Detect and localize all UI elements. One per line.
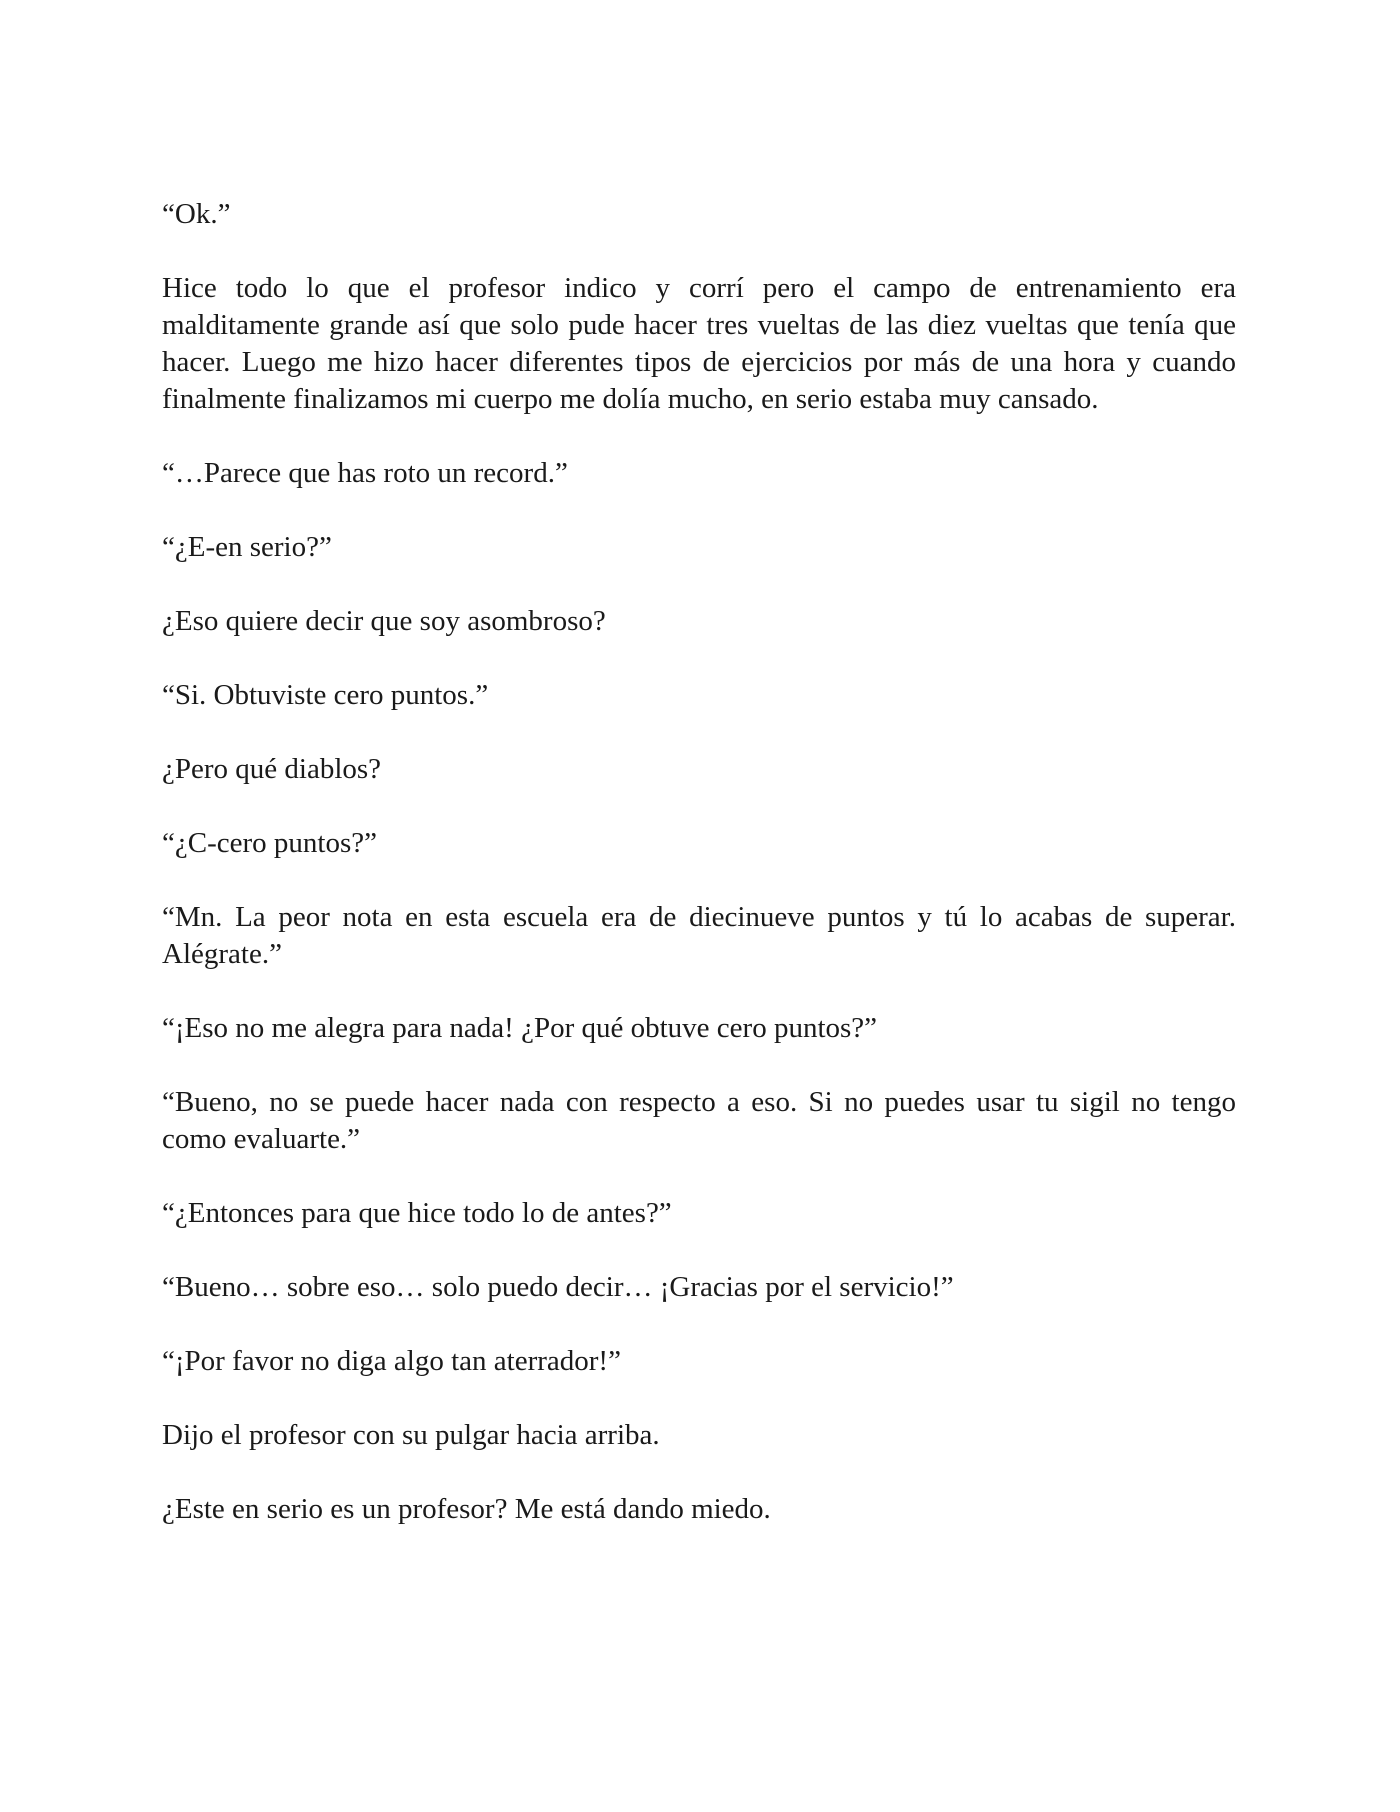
paragraph: “Bueno… sobre eso… solo puedo decir… ¡Gracias por el servicio!” [162,1271,954,1303]
paragraph: “¿E-en serio?” [162,531,332,563]
paragraph: “¿Entonces para que hice todo lo de antes?” [162,1197,672,1229]
paragraph: “¡Por favor no diga algo tan aterrador!” [162,1345,621,1377]
paragraph: “Si. Obtuviste cero puntos.” [162,679,489,711]
paragraph: ¿Este en serio es un profesor? Me está dando miedo. [162,1493,771,1525]
paragraph: Dijo el profesor con su pulgar hacia arriba. [162,1419,660,1451]
paragraph: “Ok.” [162,198,231,230]
paragraph: “Mn. La peor nota en esta escuela era de diecinueve puntos y tú lo acabas de superar. Alégrate.” [162,901,1236,970]
paragraph: “¡Eso no me alegra para nada! ¿Por qué obtuve cero puntos?” [162,1012,878,1044]
paragraph: “¿C-cero puntos?” [162,827,377,859]
paragraph: “…Parece que has roto un record.” [162,457,568,489]
paragraph: ¿Eso quiere decir que soy asombroso? [162,605,606,637]
paragraph: ¿Pero qué diablos? [162,753,382,785]
paragraph: Hice todo lo que el profesor indico y corrí pero el campo de entrenamiento era malditamente grande así que solo pude hacer tres vueltas de las diez vueltas que tenía que hacer. Luego me hizo hacer diferentes tipos de ejercicios por más de una hora y cuando finalmente finalizamos mi cuerpo me dolía mucho, en serio estaba muy cansado. [162,272,1236,415]
document-body [162,196,1236,1565]
paragraph: “Bueno, no se puede hacer nada con respecto a eso. Si no puedes usar tu sigil no tengo como evaluarte.” [162,1086,1236,1155]
